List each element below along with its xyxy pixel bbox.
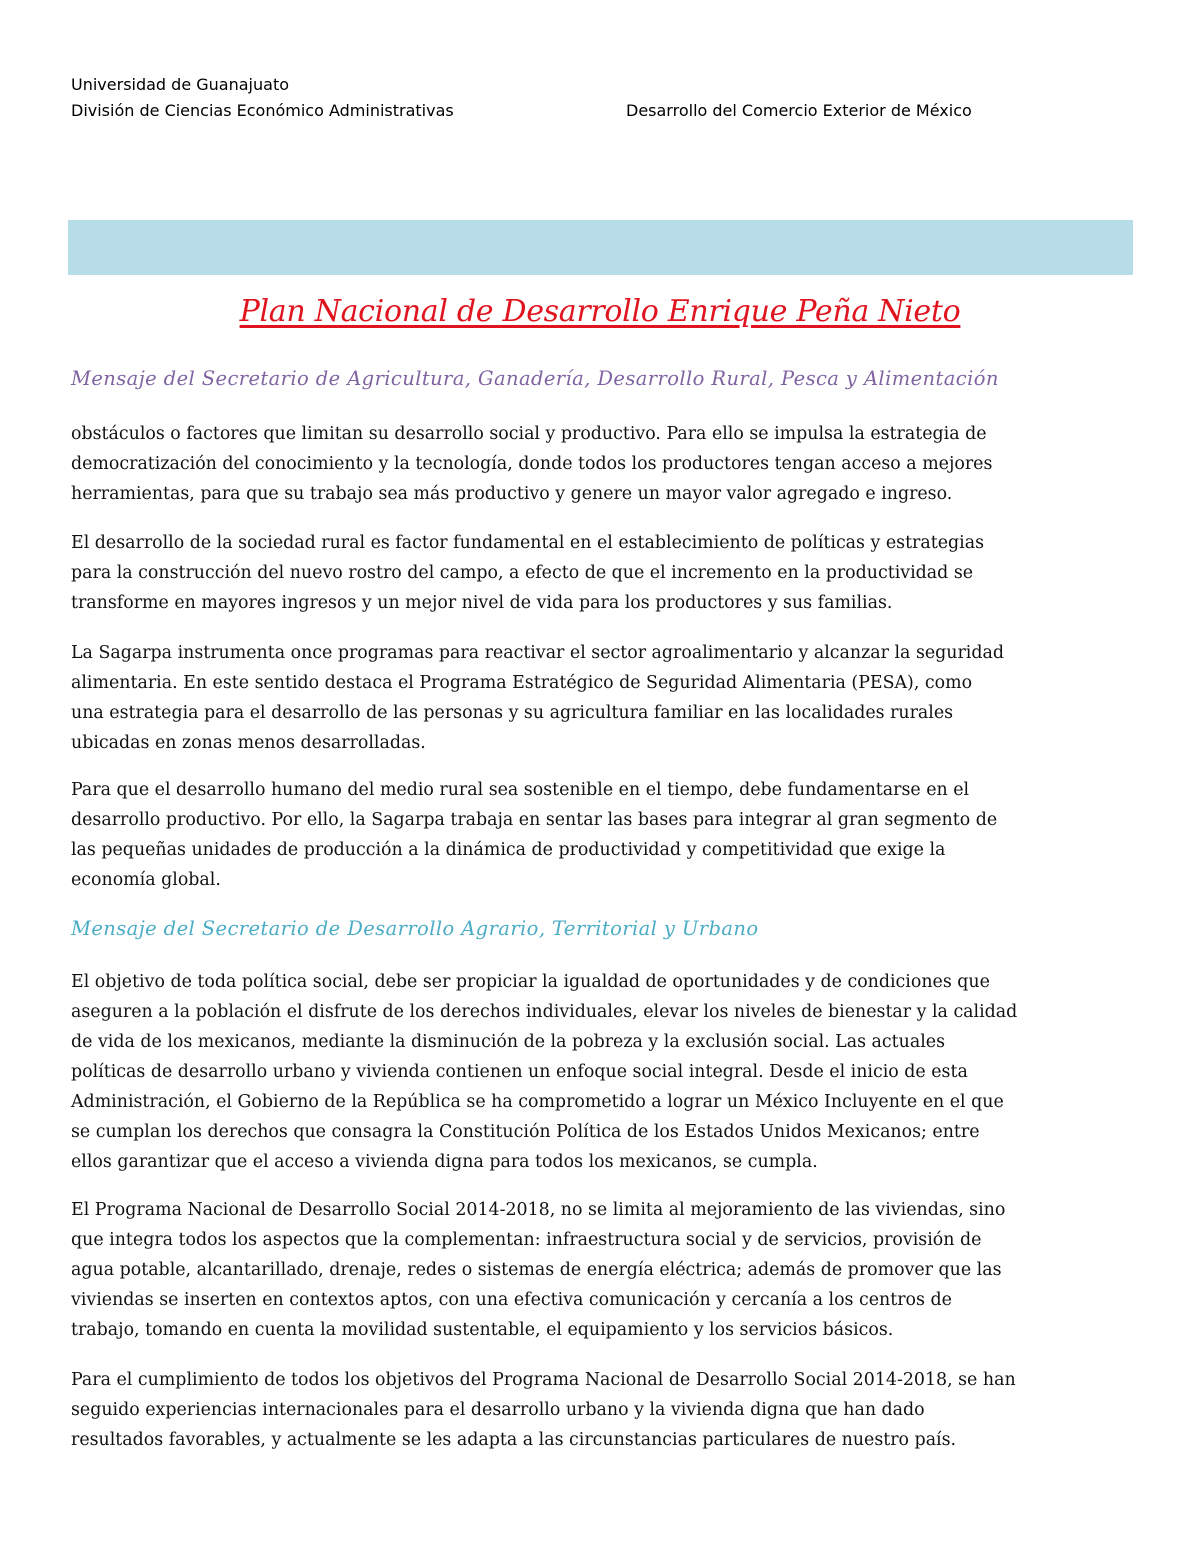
division-name: División de Ciencias Económico Administrativas <box>71 101 454 120</box>
university-name: Universidad de Guanajuato <box>71 75 289 94</box>
text-line: aseguren a la población el disfrute de los derechos individuales, elevar los niveles de bienestar y la calidad <box>71 1002 1018 1022</box>
text-line: trabajo, tomando en cuenta la movilidad sustentable, el equipamiento y los servicios básicos. <box>71 1320 894 1340</box>
section1-paragraph <box>71 775 1131 895</box>
text-line: se cumplan los derechos que consagra la Constitución Política de los Estados Unidos Mexicanos; entre <box>71 1122 980 1142</box>
text-line: alimentaria. En este sentido destaca el Programa Estratégico de Seguridad Alimentaria (PESA), como <box>71 673 973 693</box>
text-line: democratización del conocimiento y la tecnología, donde todos los productores tengan acceso a mejores <box>71 454 993 474</box>
section2-paragraph <box>71 1365 1131 1455</box>
text-line: políticas de desarrollo urbano y vivienda contienen un enfoque social integral. Desde el inicio de esta <box>71 1062 968 1082</box>
text-line: ubicadas en zonas menos desarrolladas. <box>71 733 426 753</box>
text-line: de vida de los mexicanos, mediante la disminución de la pobreza y la exclusión social. Las actuales <box>71 1032 945 1052</box>
section1-paragraph <box>71 419 1131 509</box>
section1-paragraph <box>71 638 1131 758</box>
text-line: El objetivo de toda política social, debe ser propiciar la igualdad de oportunidades y de condiciones que <box>71 972 990 992</box>
text-line: una estrategia para el desarrollo de las personas y su agricultura familiar en las localidades rurales <box>71 703 954 723</box>
text-line: resultados favorables, y actualmente se les adapta a las circunstancias particulares de nuestro país. <box>71 1430 957 1450</box>
section2-paragraph <box>71 967 1131 1177</box>
text-line: El desarrollo de la sociedad rural es factor fundamental en el establecimiento de políticas y estrategias <box>71 533 985 553</box>
section2-paragraph <box>71 1195 1131 1345</box>
text-line: obstáculos o factores que limitan su desarrollo social y productivo. Para ello se impulsa la estrategia de <box>71 424 987 444</box>
section1-heading: Mensaje del Secretario de Agricultura, Ganadería, Desarrollo Rural, Pesca y Alimentación <box>71 367 999 390</box>
text-line: Administración, el Gobierno de la República se ha comprometido a lograr un México Incluyente en el que <box>71 1092 1004 1112</box>
text-line: viviendas se inserten en contextos aptos, con una efectiva comunicación y cercanía a los centros de <box>71 1290 952 1310</box>
text-line: Para que el desarrollo humano del medio rural sea sostenible en el tiempo, debe fundamentarse en el <box>71 780 970 800</box>
section1-paragraph <box>71 528 1131 618</box>
text-line: ellos garantizar que el acceso a vivienda digna para todos los mexicanos, se cumpla. <box>71 1152 818 1172</box>
text-line: herramientas, para que su trabajo sea más productivo y genere un mayor valor agregado e ingreso. <box>71 484 953 504</box>
text-line: desarrollo productivo. Por ello, la Sagarpa trabaja en sentar las bases para integrar al gran segmento de <box>71 810 998 830</box>
text-line: las pequeñas unidades de producción a la dinámica de productividad y competitividad que exige la <box>71 840 946 860</box>
text-line: La Sagarpa instrumenta once programas para reactivar el sector agroalimentario y alcanzar la seguridad <box>71 643 1005 663</box>
text-line: seguido experiencias internacionales para el desarrollo urbano y la vivienda digna que han dado <box>71 1400 925 1420</box>
text-line: para la construcción del nuevo rostro del campo, a efecto de que el incremento en la productividad se <box>71 563 974 583</box>
text-line: que integra todos los aspectos que la complementan: infraestructura social y de servicios, provisión de <box>71 1230 982 1250</box>
text-line: El Programa Nacional de Desarrollo Social 2014-2018, no se limita al mejoramiento de las viviendas, sino <box>71 1200 1006 1220</box>
text-line: transforme en mayores ingresos y un mejor nivel de vida para los productores y sus familias. <box>71 593 893 613</box>
text-line: agua potable, alcantarillado, drenaje, redes o sistemas de energía eléctrica; además de promover que las <box>71 1260 1002 1280</box>
header-band <box>68 220 1133 275</box>
document-title: Plan Nacional de Desarrollo Enrique Peña Nieto <box>239 294 961 329</box>
text-line: economía global. <box>71 870 221 890</box>
section2-heading: Mensaje del Secretario de Desarrollo Agrario, Territorial y Urbano <box>71 917 759 940</box>
text-line: Para el cumplimiento de todos los objetivos del Programa Nacional de Desarrollo Social 2014-2018, se han <box>71 1370 1016 1390</box>
page-header <box>71 72 1131 124</box>
course-name: Desarrollo del Comercio Exterior de México <box>626 101 972 120</box>
